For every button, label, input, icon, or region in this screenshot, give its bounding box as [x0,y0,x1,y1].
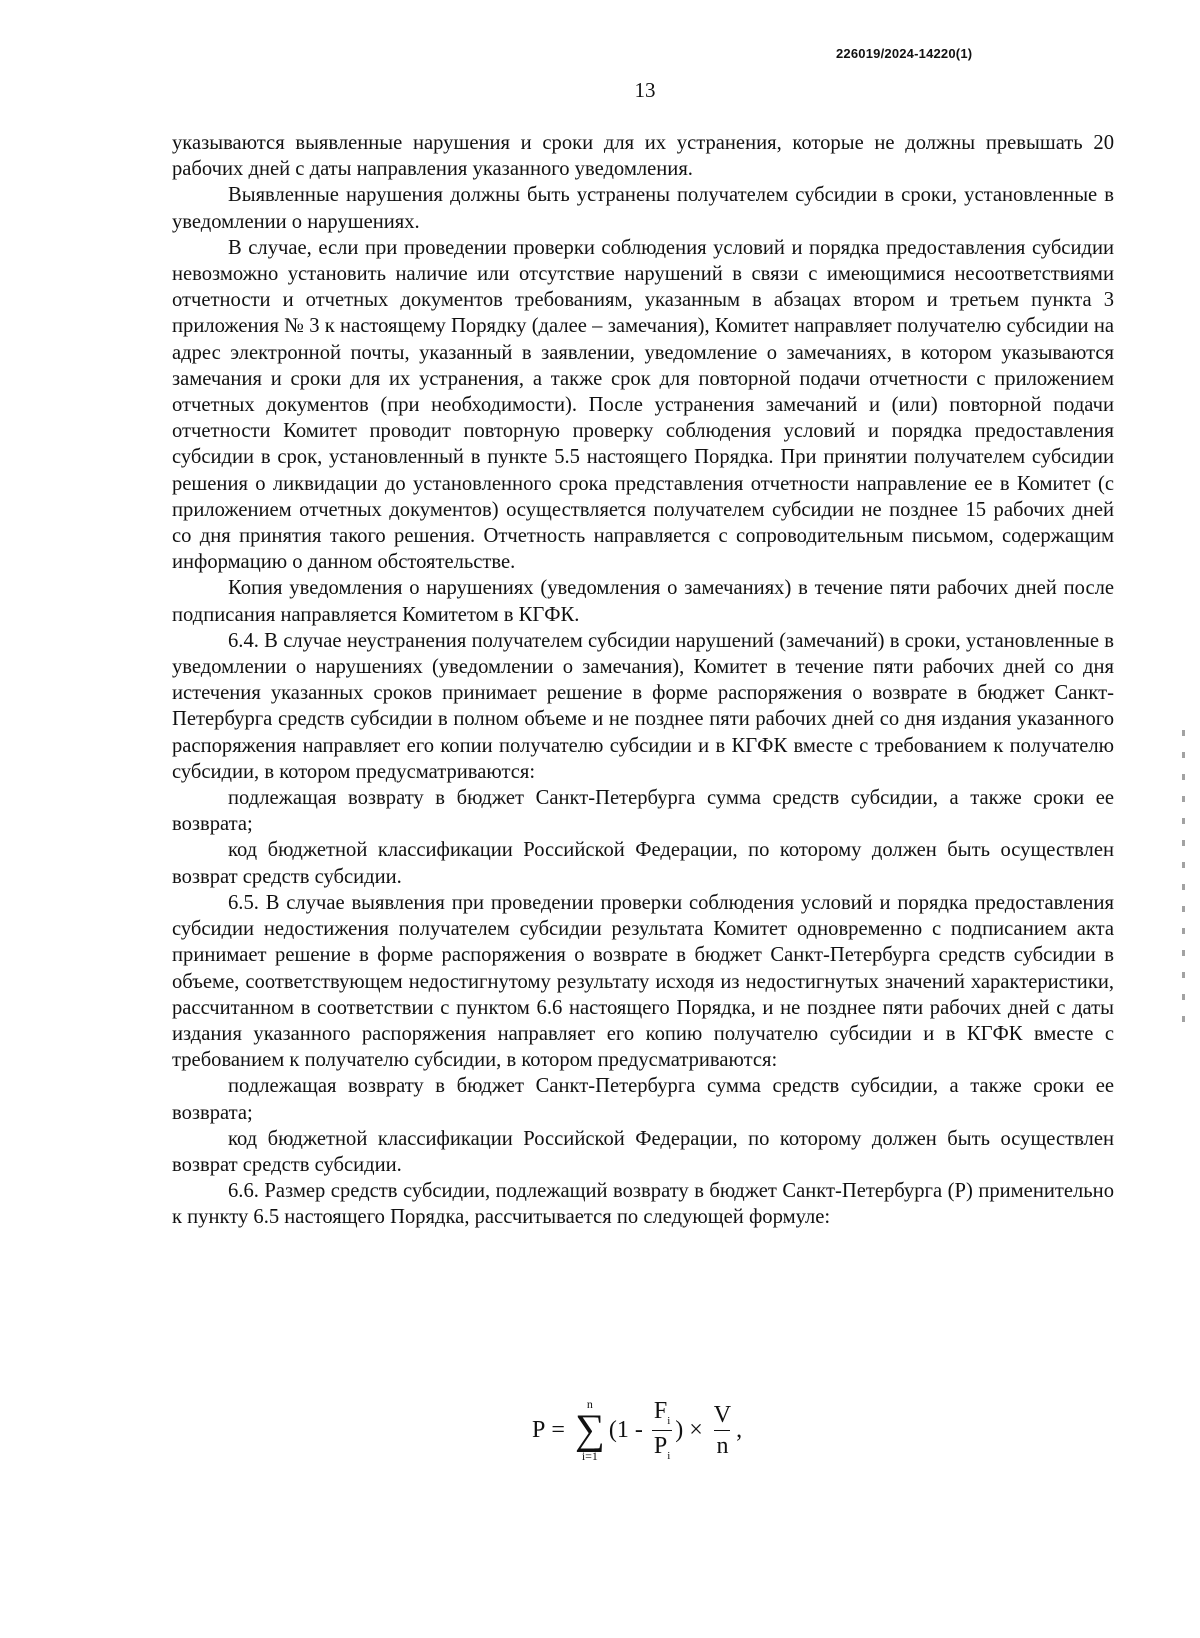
sigma-icon: ∑ [574,1407,605,1453]
formula-ratio-numerator [652,1399,672,1430]
paragraph-6-6: 6.6. Размер средств субсидии, подлежащий возврату в бюджет Санкт-Петербурга (P) применительно к пункту 6.5 настоящего Порядка, рассчитывается по следующей формуле: [172,1180,1114,1229]
scan-edge-marks [1182,730,1185,1030]
formula-equals: = [545,1416,571,1443]
formula-v-numerator: V [713,1401,732,1428]
page-number: 13 [634,78,656,102]
formula-p-sub: i [667,1449,671,1462]
paragraph-4: Копия уведомления о нарушениях (уведомления о замечаниях) в течение пяти рабочих дней после подписания направляется Комитетом в КГФК. [172,577,1114,626]
formula-v-fraction [712,1403,733,1458]
paragraph-6-4: 6.4. В случае неустранения получателем субсидии нарушений (замечаний) в сроки, установленные в уведомлении о нарушениях (уведомлении о замечания), Комитет в течение пяти рабочих дней со дня истечения указанных сроков принимает решение в форме распоряжения о возврате в бюджет Санкт-Петербурга средств субсидии в полном объеме и не позднее пяти рабочих дней со дня издания указанного распоряжения направляет его копии получателю субсидии и в КГФК вместе с требованием к получателю субсидии, в котором предусматриваются: [172,629,1114,783]
refund-formula [532,1390,742,1470]
paragraph-2: Выявленные нарушения должны быть устранены получателем субсидии в сроки, установленные в уведомлении о нарушениях. [172,184,1114,233]
formula-open-paren: (1 - [608,1416,649,1443]
document-id: 226019/2024-14220(1) [836,46,973,61]
formula-f-sub: i [667,1414,671,1427]
paragraph-6-5-item-1: подлежащая возврату в бюджет Санкт-Петербурга сумма средств субсидии, а также сроки ее возврата; [172,1075,1114,1124]
formula-p-var: P [653,1432,668,1459]
paragraph-6-4-item-2: код бюджетной классификации Российской Федерации, по которому должен быть осуществлен возврат средств субсидии. [172,839,1114,888]
formula-f-var: F [653,1397,668,1424]
formula-ratio [652,1399,672,1462]
formula-close-times: ) × [675,1416,709,1443]
formula-sum [575,1398,605,1462]
paragraph-6-5-item-2: код бюджетной классификации Российской Федерации, по которому должен быть осуществлен возврат средств субсидии. [172,1127,1114,1176]
paragraph-1: указываются выявленные нарушения и сроки для их устранения, которые не должны превышать 20 рабочих дней с даты направления указанного уведомления. [172,132,1114,181]
formula-lhs: P [532,1416,546,1443]
formula-sum-lower: i=1 [581,1449,598,1463]
formula-sum-upper: n [586,1397,593,1411]
paragraph-6-4-item-1: подлежащая возврату в бюджет Санкт-Петербурга сумма средств субсидии, а также сроки ее возврата; [172,787,1114,836]
paragraph-6-5: 6.5. В случае выявления при проведении проверки соблюдения условий и порядка предоставления субсидии недостижения получателем субсидии результата Комитет одновременно с подписанием акта принимает решение в форме распоряжения о возврате в бюджет Санкт-Петербурга средств субсидии в объеме, соответствующем недостигнутому результату исходя из недостигнутых значений характеристики, рассчитанном в соответствии с пунктом 6.6 настоящего Порядка, и не позднее пяти рабочих дней с даты издания указанного распоряжения направляет его копию получателю субсидии и в КГФК вместе с требованием к получателю субсидии, в котором предусматриваются: [172,891,1114,1072]
paragraph-3: В случае, если при проведении проверки соблюдения условий и порядка предоставления субсидии невозможно установить наличие или отсутствие нарушений в связи с имеющимися несоответствиями отчетности и отчетных документов требованиям, указанным в абзацах втором и третьем пункта 3 приложения № 3 к настоящему Порядку (далее – замечания), Комитет направляет получателю субсидии на адрес электронной почты, указанный в заявлении, уведомление о замечаниях, в котором указываются замечания и сроки для их устранения, а также срок для повторной подачи отчетности с приложением отчетных документов (при необходимости). После устранения замечаний и (или) повторной подачи отчетности Комитет проводит повторную проверку соблюдения условий и порядка предоставления субсидии в срок, установленный в пункте 5.5 настоящего Порядка. При принятии получателем субсидии решения о ликвидации до установленного срока представления отчетности направление ее в Комитет (с приложением отчетных документов) осуществляется получателем субсидии не позднее 15 рабочих дней со дня принятия такого решения. Отчетность направляется с сопроводительным письмом, содержащим информацию о данном обстоятельстве. [172,236,1114,574]
formula-ratio-denominator [652,1430,672,1462]
document-body [172,130,1114,1231]
formula-v-denominator: n [714,1430,730,1458]
formula-comma: , [736,1416,743,1443]
